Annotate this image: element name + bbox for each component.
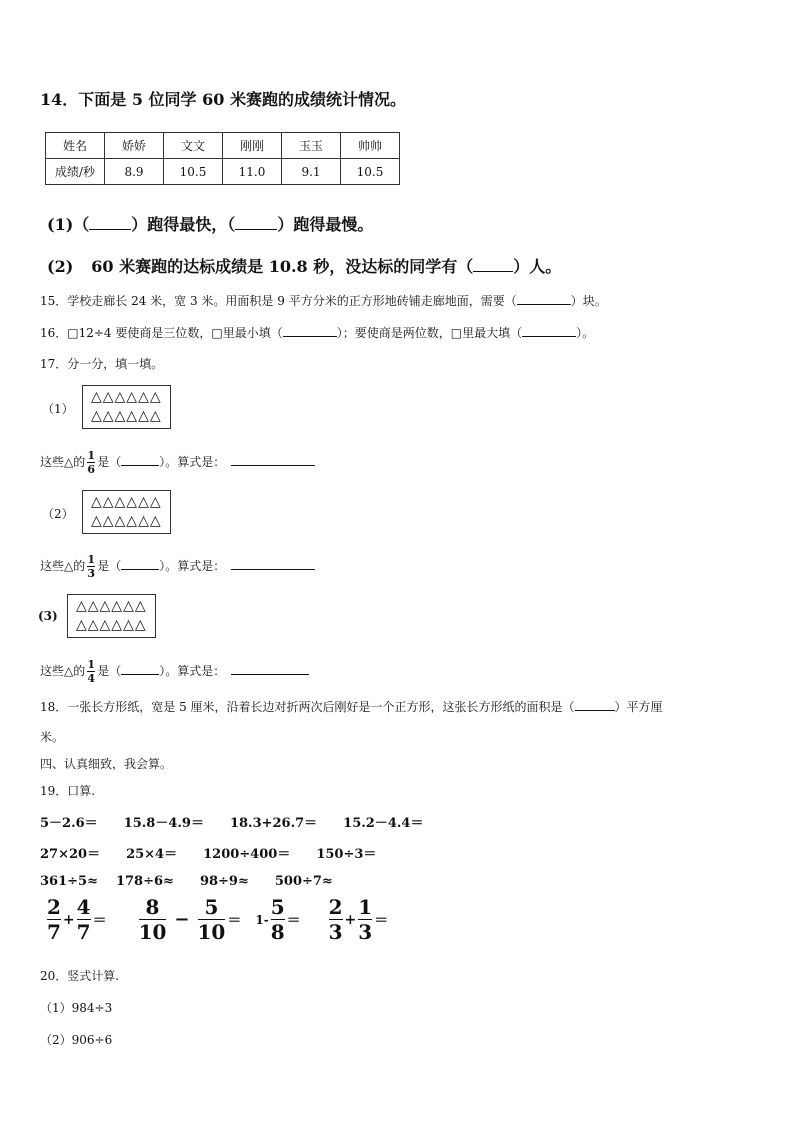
- operand: 1-: [255, 912, 269, 927]
- calc-item: 361÷5≈: [40, 874, 98, 889]
- fraction: 2 7: [47, 895, 61, 944]
- text: ）平方厘: [614, 700, 663, 714]
- text: 这些△的: [40, 664, 86, 678]
- text: ）人。: [513, 257, 562, 276]
- answer-blank[interactable]: [89, 217, 131, 230]
- triangle-row: △△△△△△: [91, 513, 162, 529]
- equation-blank[interactable]: [231, 453, 315, 466]
- text: ）。算式是：: [159, 455, 226, 469]
- score-table: [45, 132, 400, 185]
- text: ）。算式是：: [159, 559, 226, 573]
- q16: [40, 324, 594, 341]
- answer-blank[interactable]: [121, 662, 159, 675]
- answer-blank[interactable]: [121, 557, 159, 570]
- calc-item: 98÷9≈: [199, 874, 249, 889]
- denominator: 3: [87, 567, 96, 580]
- numerator: 1: [87, 449, 96, 462]
- triangle-box: [82, 490, 171, 534]
- part-label: (2): [47, 257, 74, 276]
- text: ）块。: [570, 294, 607, 308]
- q17-answer-line: [40, 659, 309, 684]
- text: ）跑得最快，（: [131, 215, 236, 234]
- text: 是（: [97, 455, 122, 469]
- triangle-row: △△△△△△: [91, 389, 162, 405]
- calc-item: 15.2－4.4＝: [343, 816, 424, 831]
- q17-title: 17．分一分，填一填。: [40, 357, 164, 371]
- operator: +: [344, 911, 357, 928]
- q20-part1: （1）984÷3: [40, 1001, 113, 1015]
- calc-item: 1200÷400＝: [203, 847, 291, 862]
- text: （: [73, 215, 90, 234]
- calc-item: 500÷7≈: [274, 874, 333, 889]
- q14-part2: [47, 254, 561, 277]
- q15: [40, 292, 607, 309]
- table-header-cell: 娇娇: [105, 133, 164, 159]
- table-cell: 10.5: [341, 159, 400, 185]
- equals: ＝: [286, 912, 301, 929]
- triangle-box: [82, 385, 171, 429]
- answer-blank[interactable]: [121, 453, 159, 466]
- text: ）。算式是：: [159, 664, 226, 678]
- fraction: 8 10: [138, 895, 167, 944]
- denominator: 6: [87, 463, 96, 476]
- part-label: （2）: [42, 507, 74, 521]
- part-label: (3): [38, 609, 58, 623]
- q14-part1: [47, 212, 373, 235]
- calc-item: 27×20＝: [40, 847, 101, 862]
- calc-row: [40, 843, 402, 862]
- table-cell: 10.5: [164, 159, 223, 185]
- operator: −: [174, 909, 190, 930]
- table-row: [46, 159, 400, 185]
- table-header-cell: 文文: [164, 133, 223, 159]
- calc-item: 178÷6≈: [115, 874, 174, 889]
- fraction: 4 7: [76, 895, 91, 944]
- section-heading: 四、认真细致，我会算。: [40, 757, 173, 771]
- q19-title: 19．口算.: [40, 784, 96, 798]
- table-cell: 成绩/秒: [46, 159, 105, 185]
- q20-title: 20．竖式计算.: [40, 969, 120, 983]
- table-header-cell: 玉玉: [282, 133, 341, 159]
- q20-part2: （2）906÷6: [40, 1033, 113, 1047]
- equation-blank[interactable]: [231, 662, 309, 675]
- triangle-row: △△△△△△: [76, 617, 147, 633]
- triangle-box: [67, 594, 156, 638]
- text: 是（: [97, 559, 122, 573]
- table-header-cell: 姓名: [46, 133, 105, 159]
- part-label: （1）: [42, 402, 74, 416]
- equation-blank[interactable]: [231, 557, 315, 570]
- answer-blank[interactable]: [283, 324, 337, 337]
- calc-item: 15.8－4.9＝: [123, 816, 204, 831]
- fraction: 5 10: [197, 895, 226, 944]
- fraction: [87, 450, 95, 475]
- denominator: 4: [87, 672, 96, 685]
- calc-item: 5－2.6＝: [40, 816, 98, 831]
- equals: ＝: [374, 912, 389, 929]
- text: ）。: [576, 326, 595, 340]
- q18-line1: [40, 698, 663, 715]
- table-cell: 8.9: [105, 159, 164, 185]
- answer-blank[interactable]: [235, 217, 277, 230]
- text: 这些△的: [40, 559, 86, 573]
- table-cell: 11.0: [223, 159, 282, 185]
- text: 60 米赛跑的达标成绩是 10.8 秒，没达标的同学有（: [91, 257, 474, 276]
- q18-line2: 米。: [40, 730, 65, 744]
- fraction: [87, 659, 95, 684]
- calc-row: [40, 874, 359, 889]
- fraction: 5 8: [270, 895, 285, 944]
- triangle-row: △△△△△△: [91, 408, 162, 424]
- q14-title: 14．下面是 5 位同学 60 米赛跑的成绩统计情况。: [40, 90, 406, 109]
- triangle-row: △△△△△△: [76, 598, 147, 614]
- equals: ＝: [92, 912, 107, 929]
- operator: +: [62, 911, 75, 928]
- part-label: (1): [47, 215, 74, 234]
- fraction: [87, 554, 95, 579]
- text: 这些△的: [40, 455, 86, 469]
- table-row: [46, 133, 400, 159]
- text: 18．一张长方形纸，宽是 5 厘米，沿着长边对折两次后刚好是一个正方形，这张长方形纸的面积是（: [40, 700, 575, 714]
- text: ）跑得最慢。: [277, 215, 374, 234]
- q17-answer-line: [40, 554, 315, 579]
- equals: ＝: [227, 912, 242, 929]
- answer-blank[interactable]: [473, 259, 513, 272]
- text: 16．□12÷4 要使商是三位数，□里最小填（: [40, 326, 283, 340]
- answer-blank[interactable]: [522, 324, 576, 337]
- text: 15．学校走廊长 24 米，宽 3 米。用面积是 9 平方分米的正方形地砖铺走廊地面，需要（: [40, 294, 517, 308]
- answer-blank[interactable]: [575, 698, 615, 711]
- calc-item: 150÷3＝: [316, 847, 377, 862]
- calc-item: 25×4＝: [126, 847, 178, 862]
- calc-item: 18.3+26.7＝: [229, 816, 318, 831]
- text: ）；要使商是两位数，□里最大填（: [336, 326, 523, 340]
- fraction: 2 3: [328, 895, 343, 944]
- numerator: 1: [87, 553, 96, 566]
- fraction: 1 3: [358, 895, 373, 944]
- q17-answer-line: [40, 450, 315, 475]
- fraction-row: [45, 897, 388, 942]
- table-cell: 9.1: [282, 159, 341, 185]
- text: 是（: [97, 664, 122, 678]
- calc-row: [40, 812, 449, 831]
- answer-blank[interactable]: [517, 292, 571, 305]
- numerator: 1: [87, 658, 96, 671]
- table-header-cell: 刚刚: [223, 133, 282, 159]
- triangle-row: △△△△△△: [91, 494, 162, 510]
- table-header-cell: 帅帅: [341, 133, 400, 159]
